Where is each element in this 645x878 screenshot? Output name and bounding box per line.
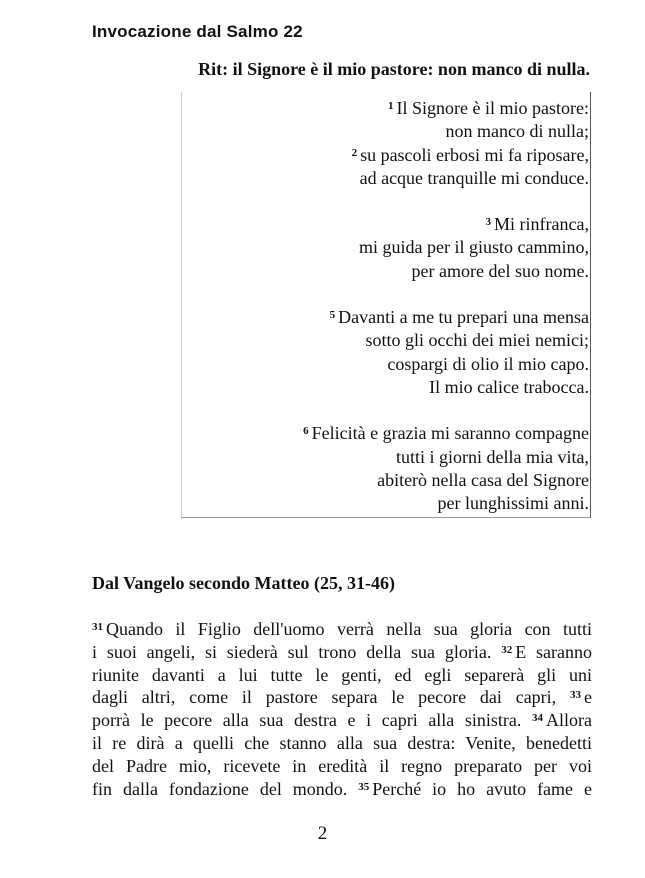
psalm-stanza xyxy=(189,306,589,399)
gospel-line xyxy=(92,709,592,732)
psalm-line-text: sotto gli occhi dei miei nemici; xyxy=(365,330,589,351)
psalm-text xyxy=(189,97,589,515)
psalm-line xyxy=(189,213,589,236)
psalm-line-text: per lunghissimi anni. xyxy=(437,493,589,514)
psalm-line xyxy=(189,120,589,143)
gospel-line-text: il re dirà a quelli che stanno alla sua destra: Venite, benedetti xyxy=(92,732,592,753)
verse-number: 34 xyxy=(532,712,544,725)
psalm-line xyxy=(189,144,589,167)
psalm-stanza xyxy=(189,213,589,283)
verse-number: 6 xyxy=(303,425,309,438)
psalm-line-text: ad acque tranquille mi conduce. xyxy=(359,167,589,188)
gospel-line-text: dagli altri, come il pastore separa le pecore dai capri, xyxy=(92,687,557,708)
psalm-stanza xyxy=(189,422,589,515)
gospel-title: Dal Vangelo secondo Matteo (25, 31-46) xyxy=(92,573,395,593)
verse-number: 1 xyxy=(388,100,394,112)
gospel-line-text: porrà le pecore alla sua destra e i capri alla sinistra. xyxy=(92,710,522,731)
psalm-line xyxy=(189,167,589,190)
gospel-line-text: del Padre mio, ricevete in eredità il regno preparato per voi xyxy=(92,755,592,776)
psalm-line-text: non manco di nulla; xyxy=(445,121,589,142)
psalm-line xyxy=(189,329,589,352)
psalm-line xyxy=(189,306,589,329)
gospel-line-text: Perché io ho avuto fame e xyxy=(372,778,592,799)
verse-number: 35 xyxy=(358,780,370,793)
section-heading: Invocazione dal Salmo 22 xyxy=(92,22,303,41)
psalm-line xyxy=(189,260,589,283)
gospel-line xyxy=(92,641,592,664)
psalm-line xyxy=(189,492,589,515)
gospel-line-text: Allora xyxy=(546,710,592,731)
psalm-line-text: cospargi di olio il mio capo. xyxy=(387,353,589,374)
psalm-line xyxy=(189,353,589,376)
verse-number: 3 xyxy=(485,216,492,229)
verse-number: 5 xyxy=(329,309,336,322)
psalm-line xyxy=(189,422,589,445)
psalm-line-text: su pascoli erbosi mi fa riposare, xyxy=(360,144,589,165)
psalm-line-text: Mi rinfranca, xyxy=(494,214,589,235)
psalm-line-text: Davanti a me tu prepari una mensa xyxy=(338,307,589,328)
psalm-line-text: abiterò nella casa del Signore xyxy=(377,469,589,490)
gospel-line-text: e xyxy=(584,687,593,708)
psalm-line-text: tutti i giorni della mia vita, xyxy=(396,446,589,467)
gospel-line xyxy=(92,686,592,709)
psalm-line xyxy=(189,97,589,120)
psalm-line xyxy=(189,469,589,492)
psalm-line-text: mi guida per il giusto cammino, xyxy=(359,237,589,258)
verse-number: 32 xyxy=(501,643,513,656)
gospel-line-text: E saranno xyxy=(515,641,593,662)
psalm-line-text: per amore del suo nome. xyxy=(411,260,589,281)
psalm-line-text: Felicità e grazia mi saranno compagne xyxy=(311,423,589,444)
gospel-line xyxy=(92,732,592,755)
psalm-line-text: Il mio calice trabocca. xyxy=(429,376,589,397)
psalm-line-text: Il Signore è il mio pastore: xyxy=(396,98,589,118)
gospel-line-text: Quando il Figlio dell'uomo verrà nella sua gloria con tutti xyxy=(106,619,592,639)
verse-number: 2 xyxy=(351,146,358,159)
psalm-refrain: Rit: il Signore è il mio pastore: non manco di nulla. xyxy=(198,59,590,79)
gospel-line-text: i suoi angeli, si siederà sul trono della sua gloria. xyxy=(92,641,492,662)
gospel-line xyxy=(92,755,592,778)
verse-number: 31 xyxy=(92,621,103,633)
gospel-line xyxy=(92,618,592,641)
gospel-line xyxy=(92,664,592,687)
gospel-line-text: riunite davanti a lui tutte le genti, ed egli separerà gli uni xyxy=(92,664,592,685)
psalm-line xyxy=(189,236,589,259)
psalm-stanza xyxy=(189,97,589,190)
gospel-line xyxy=(92,778,592,801)
psalm-line xyxy=(189,446,589,469)
gospel-line-text: fin dalla fondazione del mondo. xyxy=(92,778,348,799)
gospel-passage xyxy=(92,618,592,800)
page-number: 2 xyxy=(317,823,328,844)
verse-number: 33 xyxy=(570,689,582,702)
psalm-line xyxy=(189,376,589,399)
